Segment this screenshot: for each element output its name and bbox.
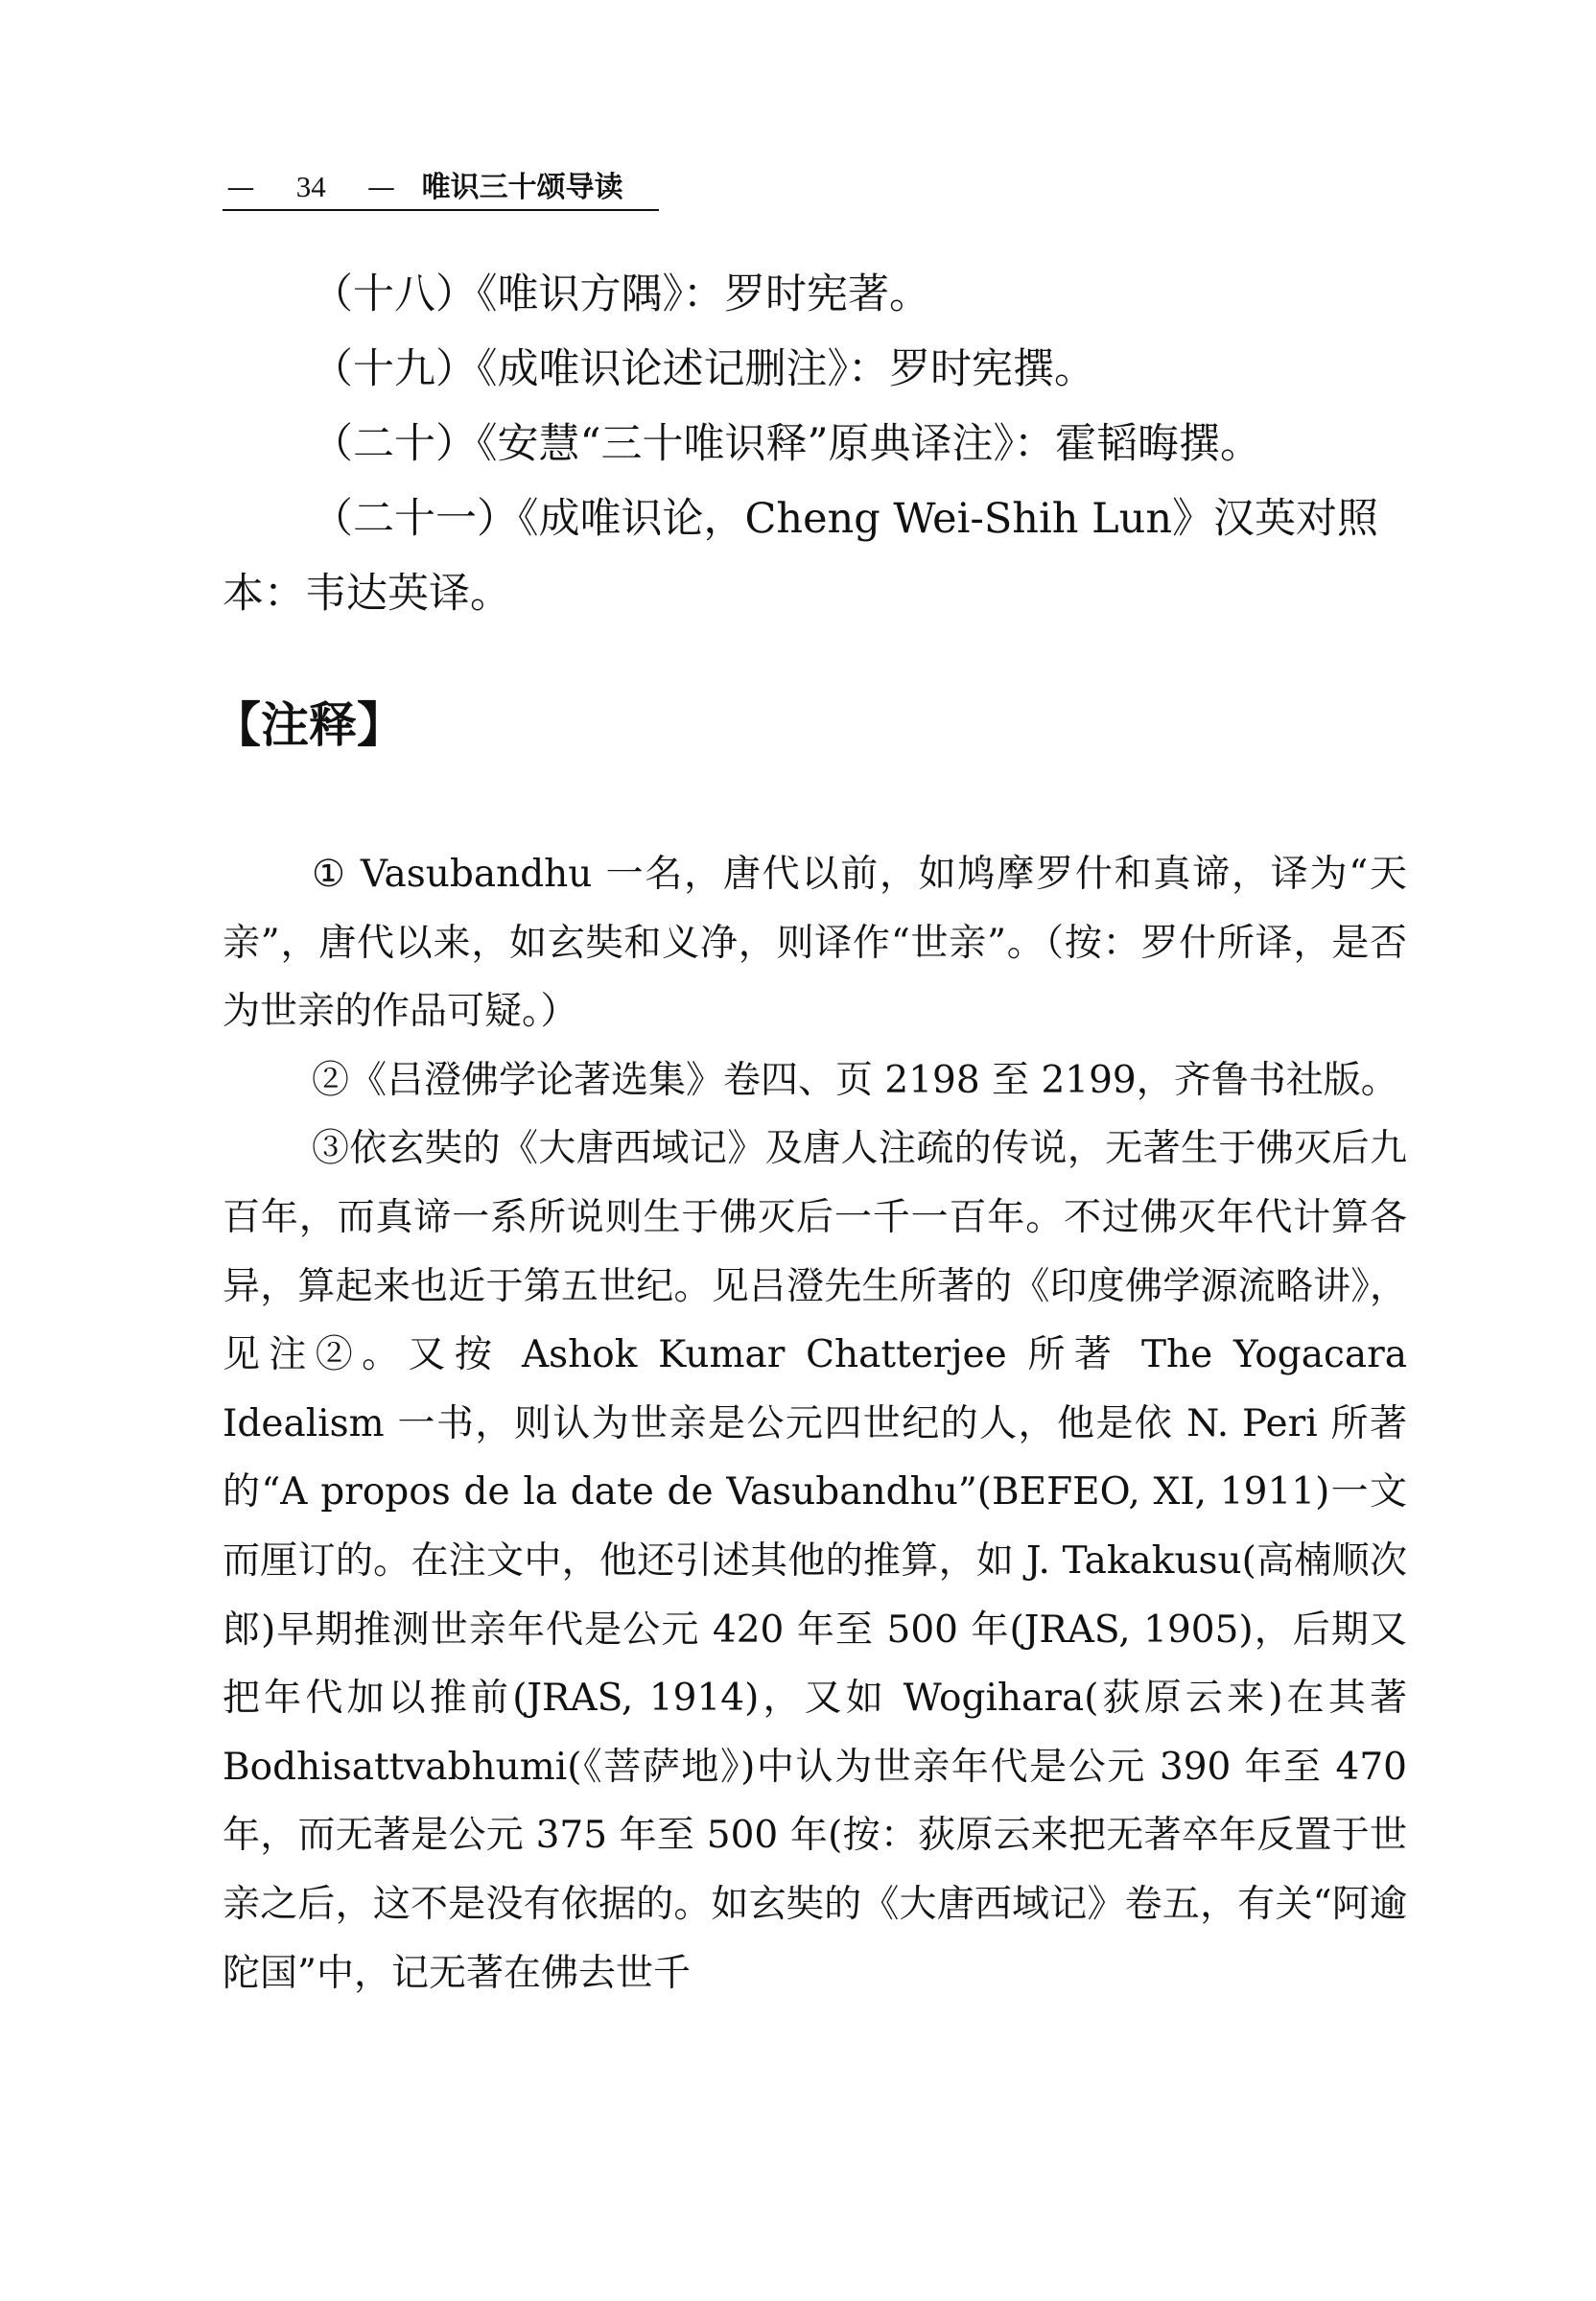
note-1: ① Vasubandhu 一名，唐代以前，如鸠摩罗什和真谛，译为“天亲”，唐代以来，如玄奘和义净，则译作“世亲”。（按：罗什所译，是否为世亲的作品可疑。） xyxy=(223,853,1407,1034)
reference-list xyxy=(223,257,1407,631)
header-dash-right: — xyxy=(366,171,395,203)
notes-heading: 【注释】 xyxy=(213,697,405,753)
reference-item-18: （十八）《唯识方隅》：罗时宪著。 xyxy=(312,270,930,318)
running-header xyxy=(223,165,659,211)
reference-item-20: （二十）《安慧“三十唯识释”原典译注》：霍韬晦撰。 xyxy=(312,420,1261,468)
notes-body xyxy=(223,840,1407,2008)
reference-item-19: （十九）《成唯识论述记删注》：罗时宪撰。 xyxy=(312,345,1095,393)
page-number: 34 xyxy=(295,170,326,203)
book-title: 唯识三十颂导读 xyxy=(421,171,623,204)
header-dash-left: — xyxy=(226,171,255,203)
reference-item-21: （二十一）《成唯识论，Cheng Wei-Shih Lun》汉英对照本：韦达英译。 xyxy=(223,495,1379,618)
note-2: ②《吕澄佛学论著选集》卷四、页 2198 至 2199，齐鲁书社版。 xyxy=(312,1058,1398,1102)
note-3: ③依玄奘的《大唐西域记》及唐人注疏的传说，无著生于佛灭后九百年，而真谛一系所说则生于佛灭后一千一百年。不过佛灭年代计算各异，算起来也近于第五世纪。见吕澄先生所著的《印度佛学源流略讲》，见注②。又按 Ashok Kumar Chatterjee 所著 The Yogacara Idealism 一书，则认为世亲是公元四世纪的人，他是依 N. Peri 所著的“A propos de la date de Vasubandhu”(BEFEO, XI, 1911)一文而厘订的。在注文中，他还引述其他的推算，如 J. Takakusu(高楠顺次郎)早期推测世亲年代是公元 420 年至 500 年(JRAS, 1905)，后期又把年代加以推前(JRAS, 1914)，又如 Wogihara(荻原云来)在其著 Bodhisattvabhumi(《菩萨地》)中认为世亲年代是公元 390 年至 470 年，而无著是公元 375 年至 500 年(按：荻原云来把无著卒年反置于世亲之后，这不是没有依据的。如玄奘的《大唐西域记》卷五，有关“阿逾陀国”中，记无著在佛去世千 xyxy=(223,1127,1407,1995)
